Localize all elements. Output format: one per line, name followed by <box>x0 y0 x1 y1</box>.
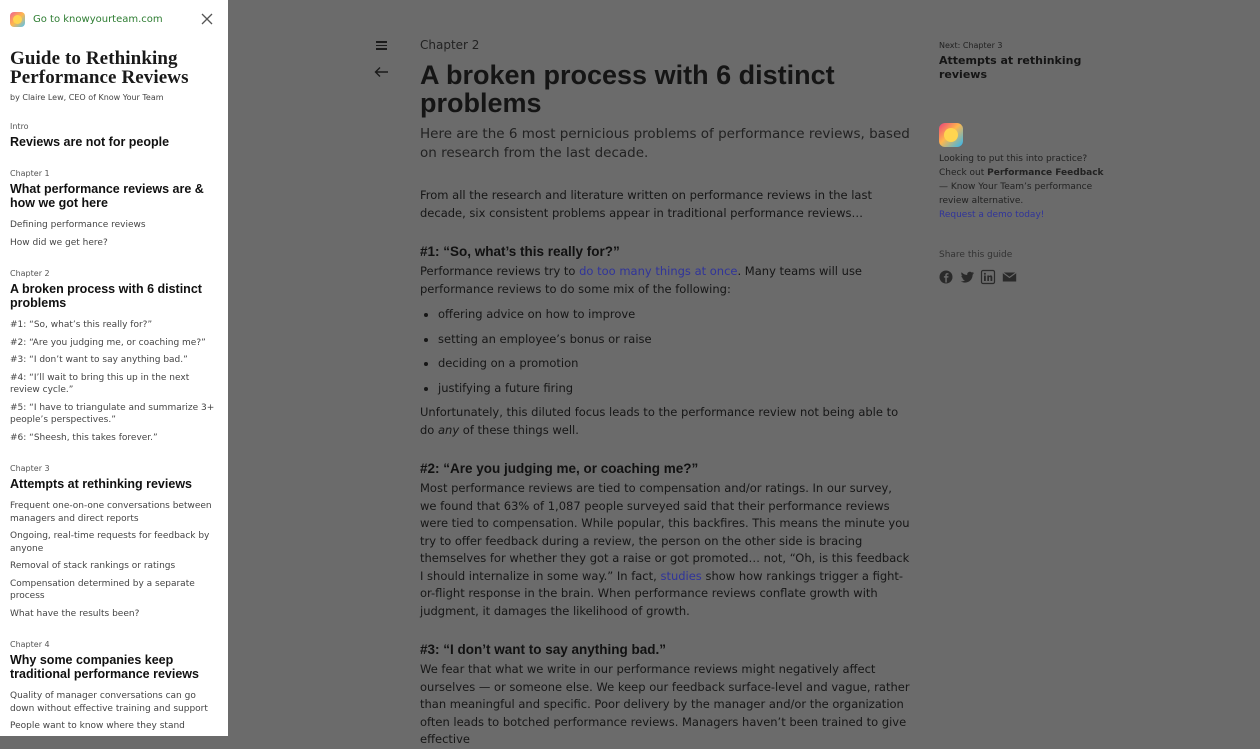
toc-section-link[interactable]: Removal of stack rankings or ratings <box>10 561 176 571</box>
share-icons <box>939 269 1104 283</box>
toc-section-link[interactable]: #3: “I don’t want to say anything bad.” <box>10 355 188 365</box>
toc-chapter-label: Chapter 3 <box>10 464 50 473</box>
know-your-team-app-icon <box>939 123 963 147</box>
table-of-contents <box>10 122 218 733</box>
toc-chapter <box>10 169 218 249</box>
toc-section-link[interactable]: #6: “Sheesh, this takes forever.” <box>10 432 158 443</box>
section-2-paragraph: Most performance reviews are tied to compensation and/or ratings. In our survey, we found that 63% of 1,087 people surveyed said that their performance reviews were tied to compensation. While popular, this backfires. This means the minute you try to offer feedback during a review, the person on the other side is bracing themselves for whether they got a raise or got promoted… not, “Oh, is this feedback I should internalize in some way.” In fact, studies show how rankings trigger a fight-or-flight response in the brain. When performance reviews conflate growth with judgment, it damages the likelihood of growth. <box>420 481 910 618</box>
guide-byline: by Claire Lew, CEO of Know Your Team <box>10 93 164 102</box>
article-lede: Here are the 6 most pernicious problems of performance reviews, based on research from the last decade. <box>420 126 910 161</box>
toc-chapter <box>10 640 218 733</box>
toc-chapter-label: Chapter 2 <box>10 269 50 278</box>
guide-title: Guide to Rethinking Performance Reviews <box>10 48 189 88</box>
share-label: Share this guide <box>939 250 1013 260</box>
toc-chapter <box>10 464 218 620</box>
section-heading-1: #1: “So, what’s this really for?” <box>420 244 620 259</box>
toc-section-link[interactable]: #2: “Are you judging me, or coaching me?” <box>10 337 206 348</box>
next-chapter-link[interactable]: Attempts at rethinking reviews <box>939 54 1082 81</box>
request-demo-link[interactable]: Request a demo today! <box>939 210 1045 220</box>
article-main <box>420 38 910 749</box>
section-1-conclusion: Unfortunately, this diluted focus leads to the performance review not being able to do any of these things well. <box>420 405 899 437</box>
right-rail <box>939 41 1104 283</box>
section-3-paragraph: We fear that what we write in our performance reviews might negatively affect ourselves — or someone else. We keep our feedback surface-level and vague, rather than meaningful and specific. Poor delivery by the manager and/or the organization often leads to botched performance reviews. Managers haven’t been trained to give effective <box>420 662 910 746</box>
toc-section-link[interactable]: People want to know where they stand <box>10 721 185 731</box>
article-intro: From all the research and literature written on performance reviews in the last decade, six consistent problems appear in traditional performance reviews… <box>420 188 872 220</box>
next-chapter-label: Next: Chapter 3 <box>939 41 1003 50</box>
sidebar-header <box>10 0 218 38</box>
guide-sidebar <box>0 0 228 736</box>
toc-chapter <box>10 122 218 149</box>
page-title: A broken process with 6 distinct problems <box>420 60 835 118</box>
toc-section-link[interactable]: #4: “I’ll wait to bring this up in the next review cycle.” <box>10 372 190 395</box>
section-heading-2: #2: “Are you judging me, or coaching me?” <box>420 461 699 476</box>
close-icon[interactable] <box>198 10 216 28</box>
toc-chapter-title[interactable]: Reviews are not for people <box>10 135 170 149</box>
toc-chapter <box>10 269 218 444</box>
toc-chapter-label: Chapter 1 <box>10 169 50 178</box>
toc-section-link[interactable]: #5: “I have to triangulate and summarize 3+ people’s perspectives.” <box>10 402 215 425</box>
toc-section-link[interactable]: Defining performance reviews <box>10 220 146 230</box>
know-your-team-logo-icon <box>10 12 25 27</box>
toc-section-link[interactable]: What have the results been? <box>10 608 140 619</box>
toc-section-link[interactable]: How did we get here? <box>10 237 108 248</box>
studies-link[interactable]: studies <box>660 568 702 583</box>
toc-section-link[interactable]: Compensation determined by a separate process <box>10 578 195 601</box>
email-icon[interactable] <box>1002 269 1016 283</box>
toc-section-link[interactable]: #1: “So, what’s this really for?” <box>10 320 153 330</box>
section-heading-3: #3: “I don’t want to say anything bad.” <box>420 642 667 657</box>
section-1-paragraph: Performance reviews try to do too many things at once. Many teams will use performance reviews to do some mix of the following: <box>420 264 863 296</box>
toc-chapter-label: Chapter 4 <box>10 640 50 649</box>
article-page <box>228 0 1260 746</box>
toc-chapter-title[interactable]: Attempts at rethinking reviews <box>10 477 192 491</box>
bullet-item: • deciding on a promotion <box>438 355 910 372</box>
too-many-things-link[interactable]: do too many things at once <box>579 264 738 278</box>
promo-text: Looking to put this into practice? Check out Performance Feedback — Know Your Team’s performance review alternative. Request a demo today! <box>939 154 1104 220</box>
toc-section-link[interactable]: Quality of manager conversations can go down without effective training and support <box>10 691 208 714</box>
back-arrow-icon[interactable] <box>374 64 390 80</box>
chapter-label: Chapter 2 <box>420 38 480 52</box>
facebook-icon[interactable] <box>939 269 953 283</box>
section-1-bullet-list <box>420 306 910 397</box>
menu-icon[interactable] <box>376 39 390 53</box>
linkedin-icon[interactable] <box>981 269 995 283</box>
toc-chapter-title[interactable]: Why some companies keep traditional performance reviews <box>10 653 199 681</box>
bullet-item: • offering advice on how to improve <box>438 306 910 323</box>
goto-site-link[interactable]: Go to knowyourteam.com <box>33 13 163 25</box>
toc-chapter-label: Intro <box>10 122 29 131</box>
bullet-item: • setting an employee’s bonus or raise <box>438 331 910 348</box>
toc-section-link[interactable]: Ongoing, real-time requests for feedback by anyone <box>10 531 210 554</box>
twitter-icon[interactable] <box>960 269 974 283</box>
toc-chapter-title[interactable]: What performance reviews are & how we got here <box>10 182 204 210</box>
bullet-item: • justifying a future firing <box>438 380 910 397</box>
toc-chapter-title[interactable]: A broken process with 6 distinct problems <box>10 282 202 310</box>
toc-section-link[interactable]: Frequent one-on-one conversations between managers and direct reports <box>10 501 212 524</box>
